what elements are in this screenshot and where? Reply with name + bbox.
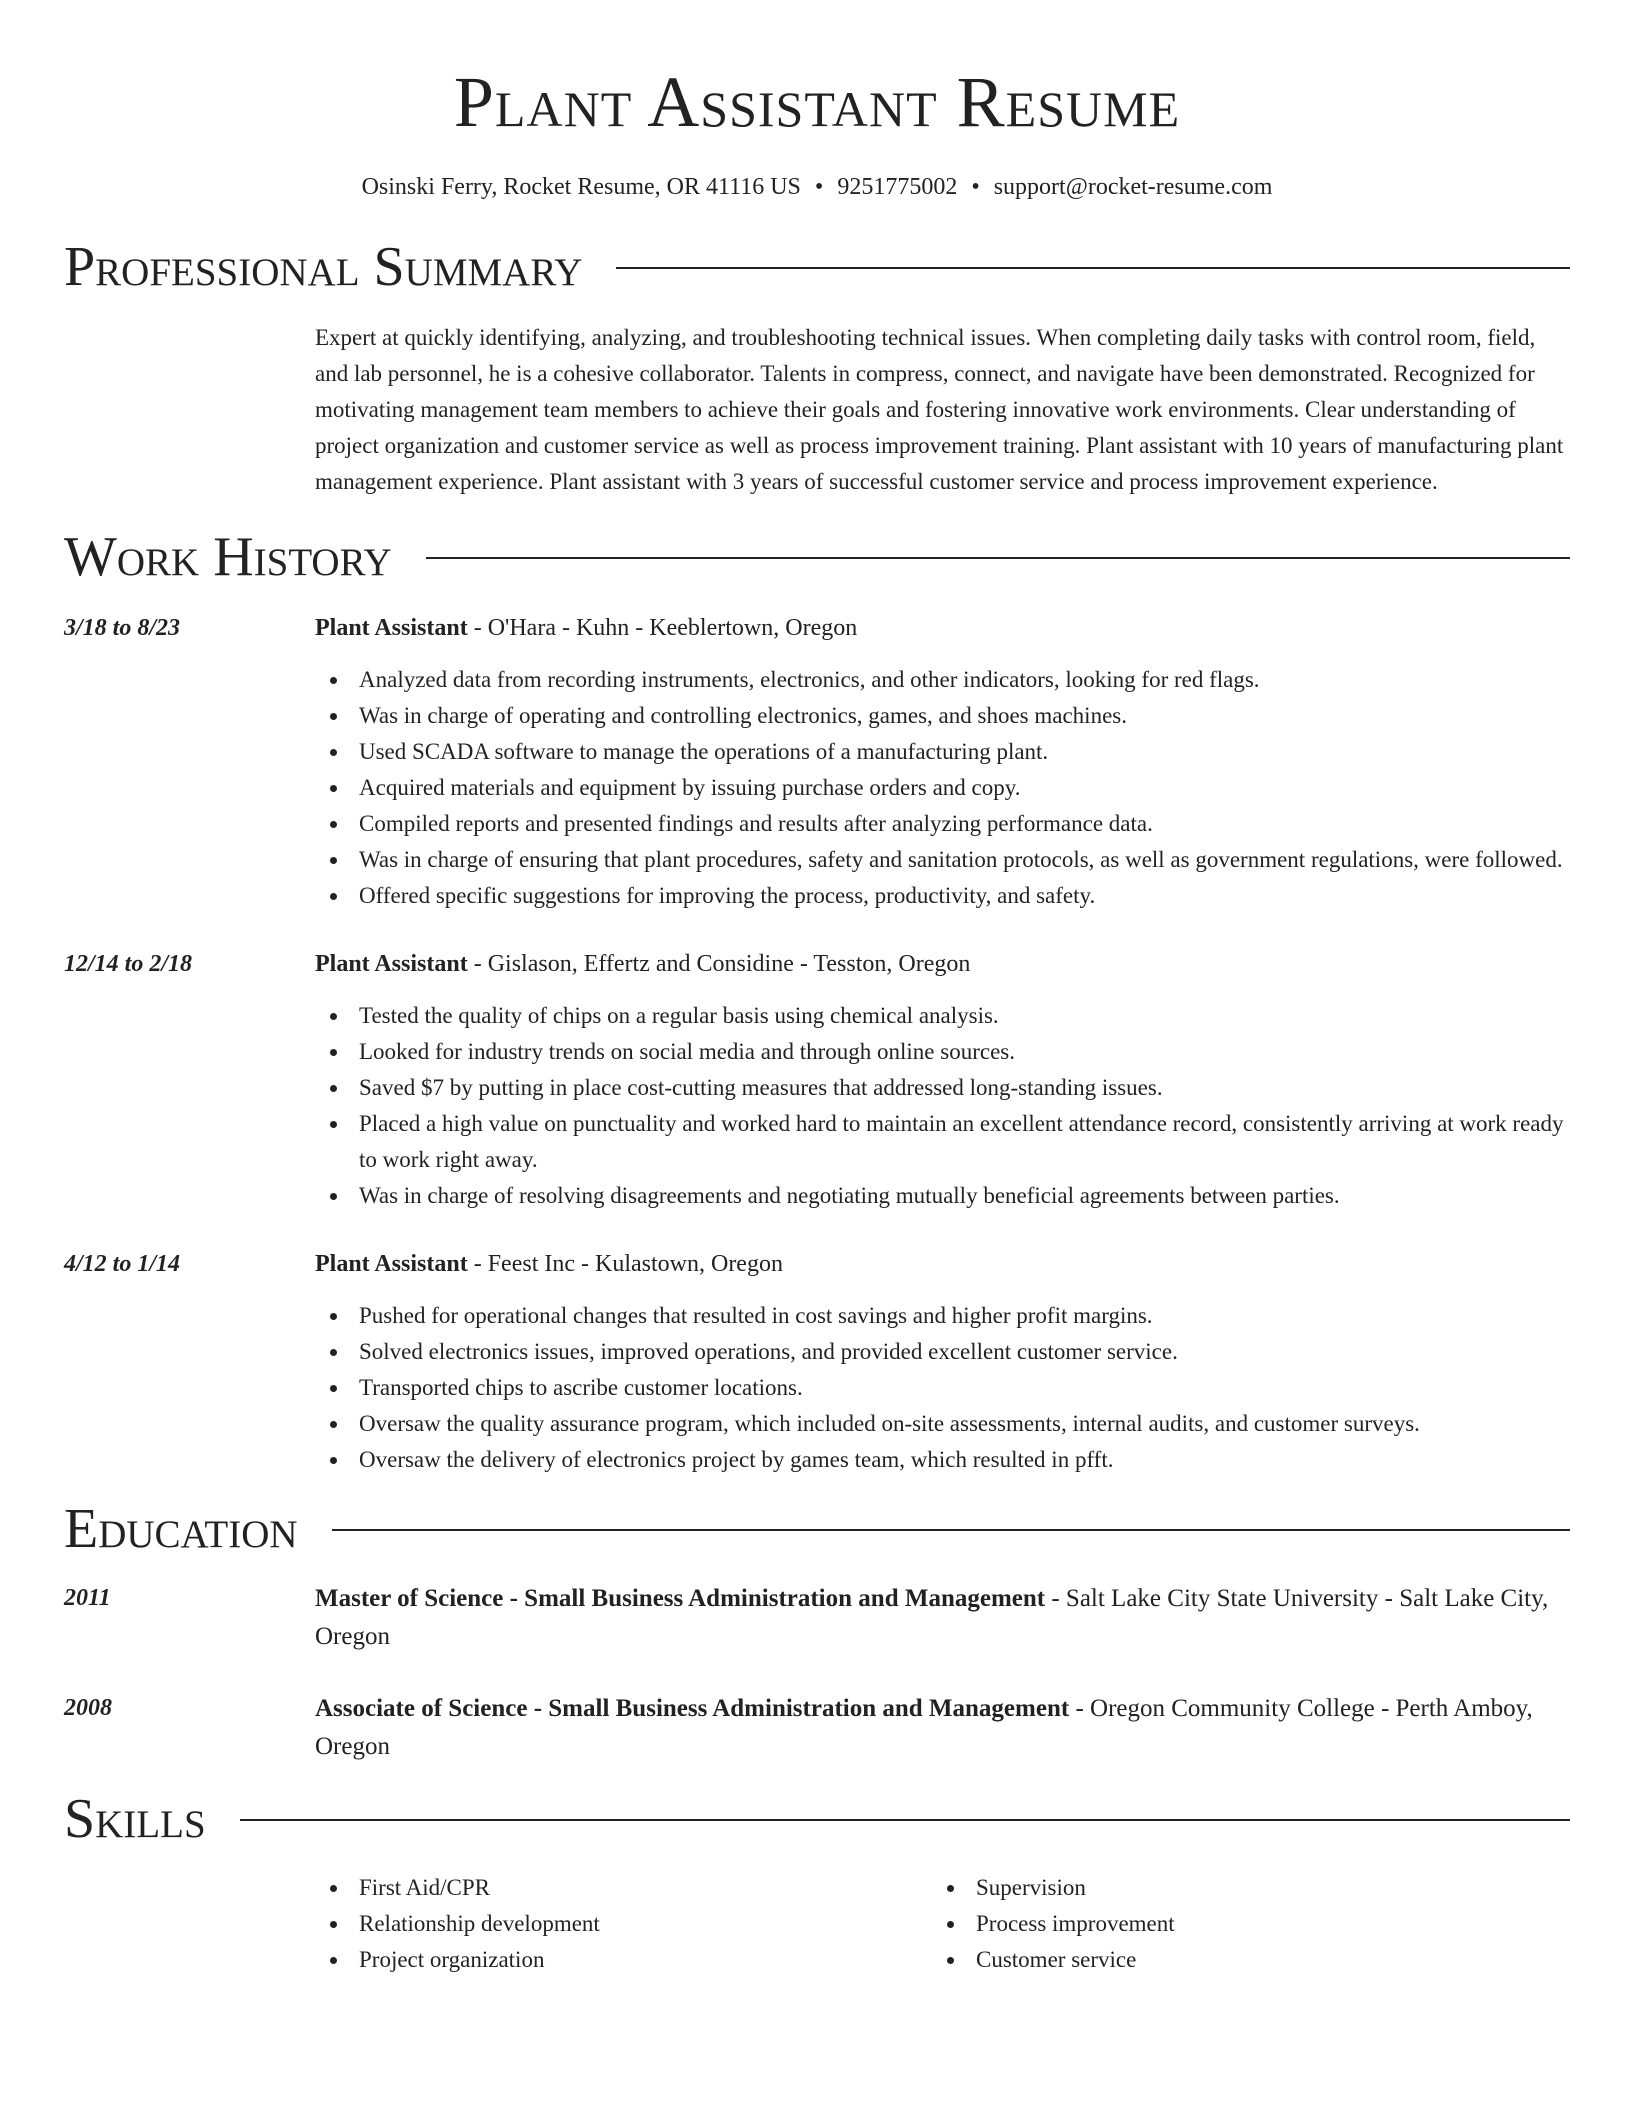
job-employer: - O'Hara - Kuhn - Keeblertown, Oregon [467,615,858,641]
job-bullet-list [315,1298,1570,1478]
list-item: Placed a high value on punctuality and worked hard to maintain an excellent attendance record, consistently arriving at work ready to work right away. [315,1106,1570,1178]
list-item: Compiled reports and presented findings and results after analyzing performance data. [315,806,1570,842]
skills-list-right [932,1870,1549,1978]
job-dates: 12/14 to 2/18 [64,951,193,977]
education-degree: Associate of Science - Small Business Administration and Management [315,1695,1070,1722]
list-item: Was in charge of resolving disagreements and negotiating mutually beneficial agreements between parties. [315,1178,1570,1214]
list-item: Transported chips to ascribe customer locations. [315,1370,1570,1406]
job-heading [315,610,1570,646]
summary-text: Expert at quickly identifying, analyzing, and troubleshooting technical issues. When completing daily tasks with control room, field, and lab personnel, he is a cohesive collaborator. Talents in compress, connect, and navigate have been demonstrated. Recognized for motivating management team members to achieve their goals and fostering innovative work environments. Clear understanding of project organization and customer service as well as process improvement training. Plant assistant with 10 years of manufacturing plant management experience. Plant assistant with 3 years of successful customer service and process improvement experience. [315,325,1564,494]
job-body [315,946,1570,1214]
list-item: Looked for industry trends on social media and through online sources. [315,1034,1570,1070]
section-title-summary: Professional Summary [64,236,583,298]
section-title-skills: Skills [64,1788,206,1850]
list-item: Relationship development [315,1906,932,1942]
list-item: Oversaw the quality assurance program, which included on-site assessments, internal audits, and customer surveys. [315,1406,1570,1442]
job-body [315,610,1570,914]
skills-grid [315,1870,1570,1978]
contact-address: Osinski Ferry, Rocket Resume, OR 41116 US [361,174,801,200]
job-bullet-list [315,662,1570,914]
skills-section-header [64,1788,1570,1850]
resume-page [64,0,1570,1978]
list-item: Analyzed data from recording instruments, electronics, and other indicators, looking for red flags. [315,662,1570,698]
list-item: Was in charge of operating and controlling electronics, games, and shoes machines. [315,698,1570,734]
job-employer: - Gislason, Effertz and Considine - Tesston, Oregon [467,951,971,977]
list-item: Pushed for operational changes that resulted in cost savings and higher profit margins. [315,1298,1570,1334]
job-entry [64,610,1570,914]
job-employer: - Feest Inc - Kulastown, Oregon [467,1251,783,1277]
contact-line [64,172,1570,202]
list-item: Process improvement [932,1906,1549,1942]
contact-separator: • [814,174,824,200]
skills-list-left [315,1870,932,1978]
list-item: Was in charge of ensuring that plant procedures, safety and sanitation protocols, as well as government regulations, were followed. [315,842,1570,878]
list-item: Used SCADA software to manage the operations of a manufacturing plant. [315,734,1570,770]
job-dates: 4/12 to 1/14 [64,1251,181,1277]
job-title: Plant Assistant [315,615,468,641]
list-item: Project organization [315,1942,932,1978]
job-entry [64,1246,1570,1478]
job-heading [315,1246,1570,1282]
education-year: 2008 [64,1695,112,1721]
education-school: - Salt Lake City State University - Salt Lake City, Oregon [315,1585,1549,1650]
job-entry [64,946,1570,1214]
list-item: Saved $7 by putting in place cost-cutting measures that addressed long-standing issues. [315,1070,1570,1106]
resume-title: Plant Assistant Resume [453,62,1181,142]
list-item: Oversaw the delivery of electronics project by games team, which resulted in pfft. [315,1442,1570,1478]
job-body [315,1246,1570,1478]
education-body [315,1690,1570,1766]
section-divider [616,267,1570,269]
education-year: 2011 [64,1585,111,1611]
section-divider [332,1529,1570,1531]
section-divider [240,1819,1570,1821]
education-body [315,1580,1570,1656]
skills-row [64,1870,1570,1978]
list-item: Tested the quality of chips on a regular basis using chemical analysis. [315,998,1570,1034]
education-entry [64,1690,1570,1766]
list-item: First Aid/CPR [315,1870,932,1906]
section-title-work: Work History [64,526,392,588]
list-item: Supervision [932,1870,1549,1906]
work-section-header [64,526,1570,588]
contact-separator: • [971,174,980,200]
section-title-education: Education [64,1498,298,1560]
list-item: Acquired materials and equipment by issuing purchase orders and copy. [315,770,1570,806]
job-title: Plant Assistant [315,951,468,977]
education-entry [64,1580,1570,1656]
summary-row [64,320,1570,500]
job-heading [315,946,1570,982]
skills-spacer [64,1870,315,1978]
education-degree: Master of Science - Small Business Administration and Management [315,1585,1046,1612]
section-divider [426,557,1570,559]
list-item: Solved electronics issues, improved operations, and provided excellent customer service. [315,1334,1570,1370]
summary-section-header [64,236,1570,298]
job-bullet-list [315,998,1570,1214]
list-item: Offered specific suggestions for improving the process, productivity, and safety. [315,878,1570,914]
contact-email: support@rocket-resume.com [993,174,1273,200]
job-dates: 3/18 to 8/23 [64,615,181,641]
contact-phone: 9251775002 [837,174,958,200]
summary-spacer [64,320,315,500]
job-title: Plant Assistant [315,1251,468,1277]
list-item: Customer service [932,1942,1549,1978]
education-school: - Oregon Community College - Perth Amboy, Oregon [315,1695,1533,1760]
education-section-header [64,1498,1570,1560]
